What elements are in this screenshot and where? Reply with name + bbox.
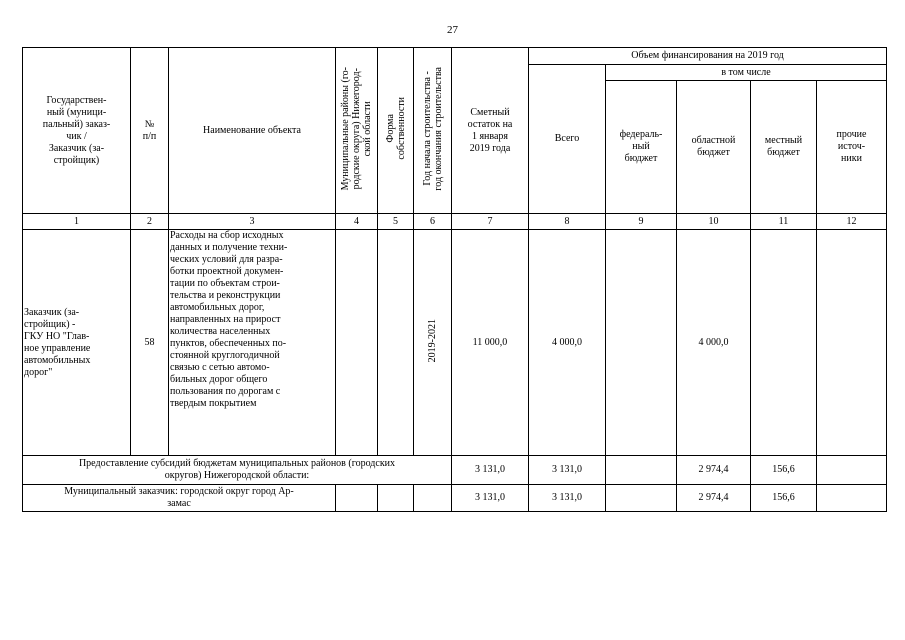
subsidy-label: Предоставление субсидий бюджетам муниципальных районов (городских округов) Нижегородской области:: [23, 456, 452, 485]
subsidy-total: 3 131,0: [529, 456, 606, 485]
col-number: 7: [452, 214, 529, 230]
header-years-cell: [414, 48, 452, 214]
row-municipal: [336, 230, 378, 456]
row-federal: [606, 230, 677, 456]
table-row: [23, 456, 887, 485]
arzamas-label: Муниципальный заказчик: городской округ город Ар- замас: [23, 485, 336, 512]
row-balance: 11 000,0: [452, 230, 529, 456]
page-number: 27: [447, 24, 458, 36]
subsidy-balance: 3 131,0: [452, 456, 529, 485]
subsidy-regional: 2 974,4: [677, 456, 751, 485]
header-financing: Объем финансирования на 2019 год: [529, 48, 887, 65]
header-including: в том числе: [606, 65, 887, 81]
arzamas-ownership: [378, 485, 414, 512]
arzamas-balance: 3 131,0: [452, 485, 529, 512]
row-regional: 4 000,0: [677, 230, 751, 456]
col-number: 10: [677, 214, 751, 230]
col-number: 12: [817, 214, 887, 230]
arzamas-municipal: [336, 485, 378, 512]
row-local: [751, 230, 817, 456]
arzamas-total: 3 131,0: [529, 485, 606, 512]
col-number: 6: [414, 214, 452, 230]
col-number: 5: [378, 214, 414, 230]
col-number: 1: [23, 214, 131, 230]
header-federal: федераль- ный бюджет: [606, 81, 677, 214]
col-number: 4: [336, 214, 378, 230]
arzamas-other: [817, 485, 887, 512]
subsidy-other: [817, 456, 887, 485]
col-number: 2: [131, 214, 169, 230]
subsidy-federal: [606, 456, 677, 485]
header-object-name: Наименование объекта: [169, 48, 336, 214]
header-municipal-cell: [336, 48, 378, 214]
header-other: прочие источ- ники: [817, 81, 887, 214]
header-customer: Государствен- ный (муници- пальный) заказ- чик / Заказчик (за- стройщик): [23, 48, 131, 214]
arzamas-federal: [606, 485, 677, 512]
row-years: 2019-2021: [427, 318, 438, 363]
row-num: 58: [131, 230, 169, 456]
header-local: местный бюджет: [751, 81, 817, 214]
header-ownership: Форма собственности: [384, 97, 407, 160]
table-row: [23, 485, 887, 512]
header-ownership-cell: [378, 48, 414, 214]
arzamas-regional: 2 974,4: [677, 485, 751, 512]
col-number: 8: [529, 214, 606, 230]
financing-table: [22, 47, 887, 512]
subsidy-local: 156,6: [751, 456, 817, 485]
row-other: [817, 230, 887, 456]
header-regional: областной бюджет: [677, 81, 751, 214]
column-numbers-row: [23, 214, 887, 230]
col-number: 9: [606, 214, 677, 230]
header-municipal: Муниципальные районы (го- родские округа) Нижегород- ской области: [340, 66, 373, 191]
header-num: № п/п: [131, 48, 169, 214]
row-ownership: [378, 230, 414, 456]
header-balance: Сметный остаток на 1 января 2019 года: [452, 48, 529, 214]
header-years: Год начала строительства - год окончания строительства: [421, 66, 444, 191]
col-number: 11: [751, 214, 817, 230]
col-number: 3: [169, 214, 336, 230]
header-total: Всего: [529, 65, 606, 214]
row-years-cell: [414, 230, 452, 456]
arzamas-local: 156,6: [751, 485, 817, 512]
row-object-name: Расходы на сбор исходных данных и получение техни- ческих условий для разра- ботки проектной докумен- тации по объектам строи- тельства и реконструкции автомобильных дорог, направленных на прирост количества населенных пунктов, обеспеченных по- стоянной круглогодичной связью с сетью автомо- бильных дорог общего пользования по дорогам с твердым покрытием: [169, 230, 336, 456]
arzamas-years: [414, 485, 452, 512]
row-total: 4 000,0: [529, 230, 606, 456]
table-row: [23, 230, 887, 456]
row-customer: Заказчик (за- стройщик) - ГКУ НО "Глав- ное управление автомобильных дорог": [23, 230, 131, 456]
header-row: [23, 48, 887, 65]
